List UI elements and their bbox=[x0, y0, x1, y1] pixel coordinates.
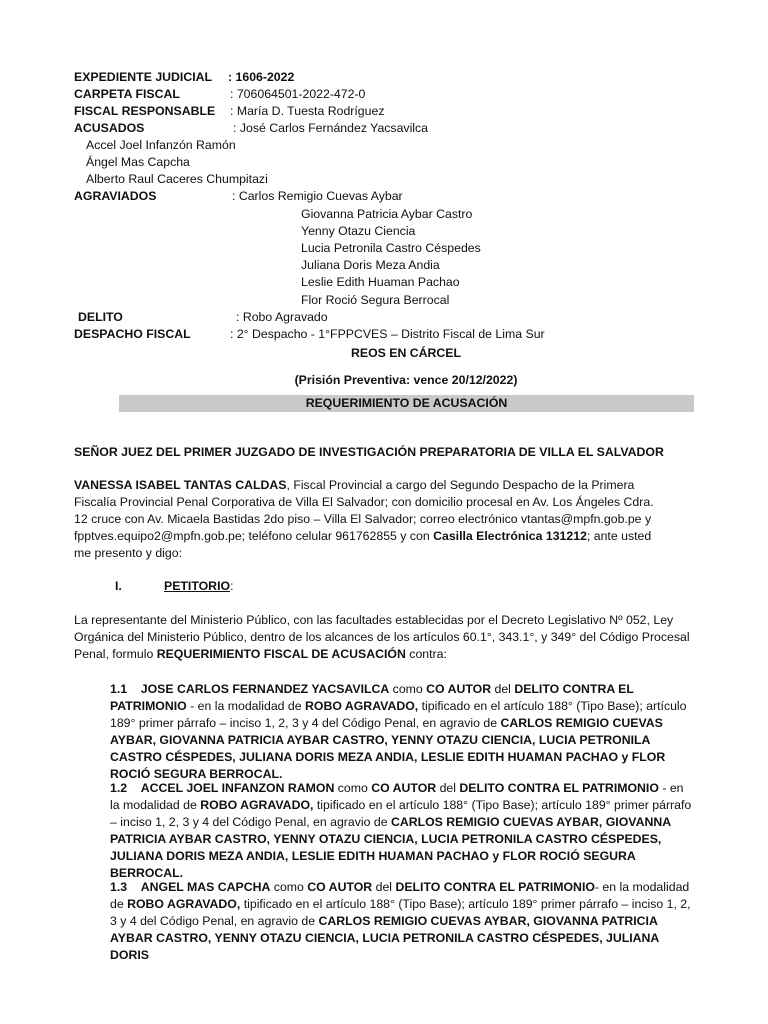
title-band bbox=[119, 395, 694, 412]
document-title: REQUERIMIENTO DE ACUSACIÓN bbox=[305, 396, 508, 410]
intro-paragraph bbox=[74, 477, 660, 562]
carpeta-value: : 706064501-2022-472-0 bbox=[230, 87, 366, 101]
list-item: 1.3 ANGEL MAS CAPCHA como CO AUTOR del DELITO CONTRA EL PATRIMONIO- en la modalidad de ROBO AGRAVADO, tipificado en el artículo 188° (Tipo Base); artículo 189° primer párrafo – inciso 1, 2, 3 y 4 del Código Penal, en agravio de CARLOS REMIGIO CUEVAS AYBAR, GIOVANNA PATRICIA AYBAR CASTRO, YENNY OTAZU CIENCIA, LUCIA PETRONILA CASTRO CÉSPEDES, JULIANA DORIS bbox=[110, 880, 691, 962]
fiscal-label: FISCAL RESPONSABLE bbox=[74, 104, 216, 118]
despacho-value: : 2° Despacho - 1°FPPCVES – Distrito Fiscal de Lima Sur bbox=[230, 327, 545, 341]
acusado-item: Accel Joel Infanzón Ramón bbox=[86, 138, 236, 152]
victims-list: CARLOS REMIGIO CUEVAS AYBAR, GIOVANNA PATRICIA AYBAR CASTRO, YENNY OTAZU CIENCIA, LUCIA PETRONILA CASTRO CÉSPEDES, JULIANA DORIS bbox=[110, 914, 659, 962]
despacho-label: DESPACHO FISCAL bbox=[74, 327, 191, 341]
prision-preventiva: (Prisión Preventiva: vence 20/12/2022) bbox=[294, 373, 518, 387]
acusado-item: Ángel Mas Capcha bbox=[86, 155, 190, 169]
victims-list: CARLOS REMIGIO CUEVAS AYBAR, GIOVANNA PATRICIA AYBAR CASTRO, YENNY OTAZU CIENCIA, LUCIA PETRONILA CASTRO CÉSPEDES, JULIANA DORIS MEZA ANDIA, LESLIE EDITH HUAMAN PACHAO y FLOR ROCIÓ SEGURA BERROCAL. bbox=[110, 716, 666, 781]
acusados-first: : José Carlos Fernández Yacsavilca bbox=[233, 121, 429, 135]
item-number: 1.3 bbox=[110, 880, 128, 894]
list-item: 1.1 JOSE CARLOS FERNANDEZ YACSAVILCA como CO AUTOR del DELITO CONTRA EL PATRIMONIO - en la modalidad de ROBO AGRAVADO, tipificado en el artículo 188° (Tipo Base); artículo 189° primer párrafo – inciso 1, 2, 3 y 4 del Código Penal, en agravio de CARLOS REMIGIO CUEVAS AYBAR, GIOVANNA PATRICIA AYBAR CASTRO, YENNY OTAZU CIENCIA, LUCIA PETRONILA CASTRO CÉSPEDES, JULIANA DORIS MEZA ANDIA, LESLIE EDITH HUAMAN PACHAO y FLOR ROCIÓ SEGURA BERROCAL. bbox=[110, 682, 687, 781]
acusados-label: ACUSADOS bbox=[74, 121, 145, 135]
intro-closing: ; ante usted me presento y digo: bbox=[74, 529, 652, 560]
agraviado-item: Flor Roció Segura Berrocal bbox=[301, 293, 450, 307]
section-number: I. bbox=[115, 579, 122, 593]
petitorio-paragraph: La representante del Ministerio Público, con las facultades establecidas por el Decreto Legislativo Nº 052, Ley Orgánica del Ministerio Público, dentro de los alcances de los artículos 60.1°, 343.1°, y 349° del Código Procesal Penal, formulo REQUERIMIENTO FISCAL DE ACUSACIÓN contra: bbox=[74, 613, 690, 661]
fiscal-value: : María D. Tuesta Rodríguez bbox=[230, 104, 385, 118]
expediente-value: : 1606-2022 bbox=[228, 70, 295, 84]
delito-label: DELITO bbox=[78, 310, 123, 324]
agraviado-item: Juliana Doris Meza Andia bbox=[301, 258, 440, 272]
agraviado-item: Yenny Otazu Ciencia bbox=[301, 224, 416, 238]
acusado-item: Alberto Raul Caceres Chumpitazi bbox=[86, 172, 268, 186]
intro-text: , Fiscal Provincial a cargo del Segundo Despacho de la Primera Fiscalía Provincial Penal Corporativa de Villa El Salvador; con domicilio procesal en Av. Los Ángeles Cdra. 12 cruce con Av. Micaela Bastidas 2do piso – Villa El Salvador; correo electrónico vtantas@mpfn.gob.pe y fpptves.equipo2@mpfn.gob.pe; teléfono celular 961762855 y con bbox=[74, 478, 654, 543]
agraviado-item: Leslie Edith Huaman Pachao bbox=[301, 275, 460, 289]
accused-name: ACCEL JOEL INFANZON RAMON bbox=[140, 781, 335, 795]
delito-value: : Robo Agravado bbox=[236, 310, 328, 324]
section-title: PETITORIO: bbox=[164, 579, 234, 593]
victims-list: CARLOS REMIGIO CUEVAS AYBAR, GIOVANNA PATRICIA AYBAR CASTRO, YENNY OTAZU CIENCIA, LUCIA PETRONILA CASTRO CÉSPEDES, JULIANA DORIS MEZA ANDIA, LESLIE EDITH HUAMAN PACHAO y FLOR ROCIÓ SEGURA BERROCAL. bbox=[110, 815, 671, 880]
agraviados-label: AGRAVIADOS bbox=[74, 189, 157, 203]
fiscal-name: VANESSA ISABEL TANTAS CALDAS bbox=[74, 478, 287, 492]
agraviados-first: : Carlos Remigio Cuevas Aybar bbox=[232, 189, 403, 203]
expediente-label: EXPEDIENTE JUDICIAL bbox=[74, 70, 213, 84]
accused-name: JOSE CARLOS FERNANDEZ YACSAVILCA bbox=[140, 682, 390, 696]
requerimiento-bold: REQUERIMIENTO FISCAL DE ACUSACIÓN bbox=[156, 647, 406, 661]
reos-en-carcel: REOS EN CÁRCEL bbox=[351, 346, 461, 360]
casilla-electronica: Casilla Electrónica 131212 bbox=[433, 529, 587, 543]
agraviado-item: Lucia Petronila Castro Céspedes bbox=[301, 241, 481, 255]
accused-name: ANGEL MAS CAPCHA bbox=[140, 880, 271, 894]
item-number: 1.2 bbox=[110, 781, 128, 795]
item-number: 1.1 bbox=[110, 682, 128, 696]
addressee: SEÑOR JUEZ DEL PRIMER JUZGADO DE INVESTIGACIÓN PREPARATORIA DE VILLA EL SALVADOR bbox=[74, 445, 664, 459]
list-item: 1.2 ACCEL JOEL INFANZON RAMON como CO AUTOR del DELITO CONTRA EL PATRIMONIO - en la modalidad de ROBO AGRAVADO, tipificado en el artículo 188° (Tipo Base); artículo 189° primer párrafo – inciso 1, 2, 3 y 4 del Código Penal, en agravio de CARLOS REMIGIO CUEVAS AYBAR, GIOVANNA PATRICIA AYBAR CASTRO, YENNY OTAZU CIENCIA, LUCIA PETRONILA CASTRO CÉSPEDES, JULIANA DORIS MEZA ANDIA, LESLIE EDITH HUAMAN PACHAO y FLOR ROCIÓ SEGURA BERROCAL. bbox=[110, 781, 692, 880]
carpeta-label: CARPETA FISCAL bbox=[74, 87, 180, 101]
agraviado-item: Giovanna Patricia Aybar Castro bbox=[301, 207, 473, 221]
